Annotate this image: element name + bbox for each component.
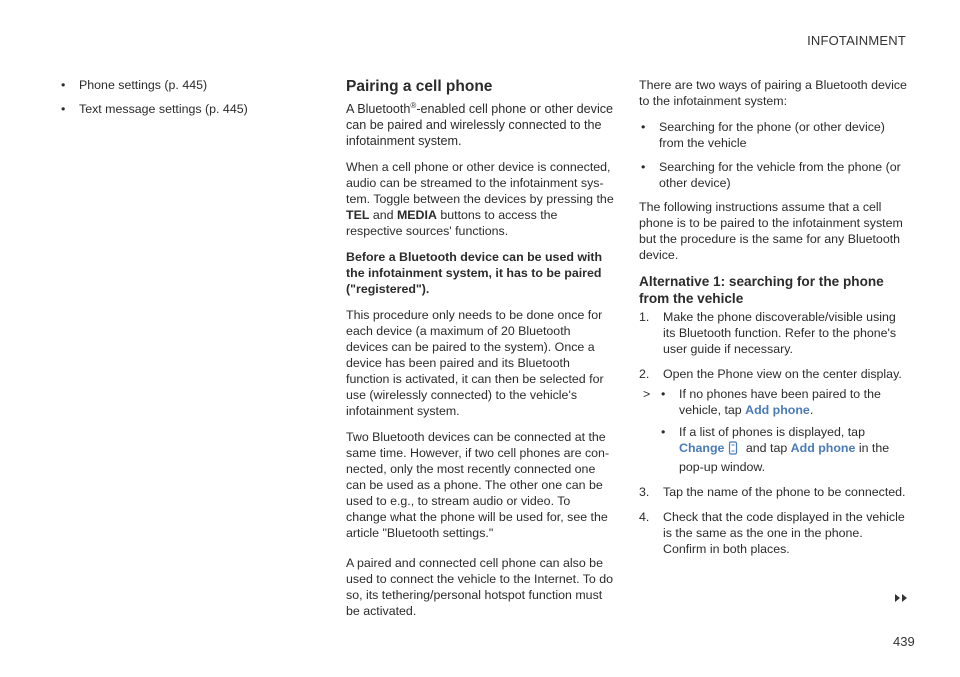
paragraph: The following instructions assume that a cell phone is to be paired to the infotainment system but the procedure is the same for any Bluetooth device. — [639, 200, 903, 262]
step-item — [639, 484, 907, 500]
article-lead — [346, 98, 614, 149]
change-button-label: Change — [679, 441, 725, 455]
lead-text: A Bluetooth — [346, 102, 411, 117]
add-phone-button-label: Add phone — [790, 441, 856, 455]
article-title: Pairing a cell phone — [346, 78, 493, 95]
bullet-icon: • — [641, 160, 646, 174]
change-list-icon — [728, 441, 738, 459]
section-heading: Alternative 1: searching for the phone from the vehicle — [639, 274, 884, 306]
step-result — [639, 386, 907, 418]
list-item — [59, 101, 279, 117]
section-header: INFOTAINMENT — [807, 33, 906, 48]
media-button-name: MEDIA — [396, 208, 437, 223]
link-text-message-settings[interactable]: Text message settings (p. 445) — [79, 102, 248, 116]
step-item — [639, 366, 907, 475]
link-phone-settings[interactable]: Phone settings (p. 445) — [79, 78, 208, 92]
paragraph — [346, 159, 614, 239]
step-text: Tap the name of the phone to be connected. — [663, 485, 906, 499]
bullet-icon: • — [661, 425, 666, 439]
bullet-icon: • — [661, 387, 666, 401]
step-text: Open the Phone view on the center display. — [663, 367, 902, 381]
result-text: If a list of phones is displayed, tap — [679, 425, 865, 439]
paragraph: Two Bluetooth devices can be connected at the same time. However, if two cell phones are connected, only the most recently connected one can be used as a phone. The other one can be used to e.g., to stream audio or video. To change what the phone will be used for, see the article "Bluetooth settings." — [346, 430, 610, 541]
main-article-column — [346, 77, 614, 629]
result-text: . — [809, 403, 814, 417]
list-item-text: Searching for the vehicle from the phone (or other device) — [659, 160, 901, 190]
result-text: in the pop-up window. — [679, 441, 890, 474]
step-text: Make the phone discoverable/visible using its Bluetooth function. Refer to the phone's user guide if necessary. — [663, 310, 897, 356]
step-number: 4. — [639, 510, 650, 524]
result-arrow-icon: > — [643, 387, 651, 401]
step-item — [639, 509, 907, 557]
step-number: 3. — [639, 485, 650, 499]
registered-mark: ® — [410, 101, 417, 110]
bullet-icon: • — [61, 78, 66, 92]
list-item — [639, 119, 907, 151]
step-result — [639, 424, 907, 475]
page-number: 439 — [893, 634, 915, 649]
add-phone-button-label: Add phone — [745, 403, 810, 417]
procedure-column — [639, 77, 907, 566]
paragraph: This procedure only needs to be done once for each device (a maximum of 20 Bluetooth devices can be paired to the system). Once a device has been paired and its Bluetooth function is activated, it can then be selected for use (wirelessly connected) to the vehicle's infotainment system. — [346, 308, 604, 419]
step-number: 1. — [639, 310, 650, 324]
list-item — [59, 77, 279, 93]
pairing-note: Before a Bluetooth device can be used with the infotainment system, it has to be paired ("registered"). — [346, 250, 603, 297]
result-text: and tap — [742, 441, 791, 455]
paragraph-text: and — [369, 208, 397, 223]
paragraph: There are two ways of pairing a Bluetooth device to the infotainment system: — [639, 78, 907, 108]
bullet-icon: • — [61, 102, 66, 116]
related-links-column — [59, 77, 279, 125]
result-text: If no phones have been paired to the vehicle, tap — [679, 387, 881, 417]
paragraph-text: When a cell phone or other device is connected, audio can be streamed to the infotainment system. Toggle between the devices by pressing the — [346, 160, 614, 207]
double-chevron-right-icon[interactable] — [894, 591, 910, 606]
lead-text-cont: -enabled cell phone or other device can be paired and wirelessly connected to the infotainment system. — [346, 102, 614, 149]
tel-button-name: TEL — [346, 208, 370, 223]
list-item-text: Searching for the phone (or other device) from the vehicle — [659, 120, 885, 150]
paragraph-text: buttons to access the respective sources' functions. — [346, 208, 558, 239]
list-item — [639, 159, 907, 191]
step-text: Check that the code displayed in the vehicle is the same as the one in the phone. Confirm in both places. — [663, 510, 905, 556]
step-number: 2. — [639, 367, 650, 381]
paragraph: A paired and connected cell phone can also be used to connect the vehicle to the Internet. To do so, its tethering/personal hotspot function must be activated. — [346, 556, 614, 619]
step-item — [639, 309, 907, 357]
bullet-icon: • — [641, 120, 646, 134]
